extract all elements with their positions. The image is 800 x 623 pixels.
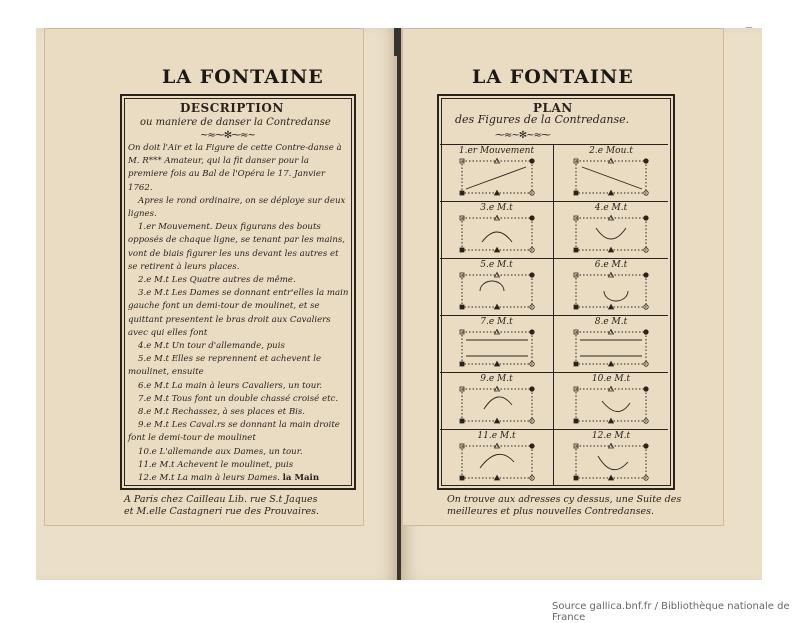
figure-label: 12.e M.t [591, 431, 631, 441]
movement-path [598, 456, 628, 470]
figure-label: 11.e M.t [477, 431, 516, 441]
dancer-marker [574, 419, 578, 423]
figure-cell [554, 144, 668, 201]
figure-cell [554, 258, 668, 315]
dancer-marker [460, 476, 464, 480]
dancer-marker [495, 476, 500, 481]
dancer-marker [609, 362, 614, 367]
dance-floor-outline [576, 332, 646, 364]
movement-path [466, 167, 526, 189]
book-gutter [397, 28, 401, 580]
figure-cell [440, 429, 554, 486]
figure-label: 2.e Mou.t [589, 146, 633, 156]
dancer-marker [460, 248, 464, 252]
description-paragraph: 8.e M.t Rechassez, à ses places et Bis. [138, 407, 306, 418]
figure-cell [554, 429, 668, 486]
dancer-marker [644, 387, 648, 391]
dancer-marker [495, 362, 500, 367]
dancer-marker [495, 191, 500, 196]
imprint-line: A Paris chez Cailleau Lib. rue S.t Jaques [124, 494, 318, 505]
description-paragraph: 5.e M.t Elles se reprennent et achevent le moulinet, ensuite [128, 354, 322, 378]
source-credit: Source gallica.bnf.fr / Bibliothèque nationale de France [552, 601, 790, 623]
dancer-marker [495, 419, 500, 424]
figure-cell [554, 315, 668, 372]
description-text [128, 142, 350, 485]
movement-path [596, 228, 626, 239]
dancer-marker [609, 191, 614, 196]
imprint [124, 494, 364, 518]
dancer-marker [644, 444, 648, 448]
dance-figure-diagram [440, 259, 554, 316]
figure-cell [440, 315, 554, 372]
dance-floor-outline [462, 389, 532, 421]
dance-floor-outline [462, 218, 532, 250]
dancer-marker [609, 248, 614, 253]
dancer-marker [609, 476, 614, 481]
description-paragraph: 12.e M.t La main à leurs Dames. la Main [138, 473, 320, 484]
figure-label: 3.e M.t [480, 203, 513, 213]
figure-label: 1.er Mouvement [458, 146, 535, 156]
description-paragraph: 4.e M.t Un tour d'allemande, puis [138, 341, 285, 352]
dance-figure-diagram [554, 145, 668, 202]
dance-figure-diagram [440, 202, 554, 259]
dancer-marker [574, 362, 578, 366]
dancer-marker [495, 305, 500, 310]
figure-cell [554, 372, 668, 429]
figure-cell [554, 201, 668, 258]
dancer-marker [574, 248, 578, 252]
figure-label: 6.e M.t [594, 260, 628, 270]
dancer-marker [530, 387, 534, 391]
movement-path [582, 167, 642, 189]
dancer-marker [609, 419, 614, 424]
figure-cell [440, 372, 554, 429]
catchword: la Main [282, 473, 320, 484]
dance-floor-outline [576, 218, 646, 250]
dancer-marker [530, 330, 534, 334]
movement-path [602, 401, 630, 412]
dance-floor-outline [462, 446, 532, 478]
figure-cell [440, 201, 554, 258]
imprint-line: et M.elle Castagneri rue des Prouvaires. [124, 506, 320, 517]
description-paragraph: Apres le rond ordinaire, on se déploye sur deux lignes. [128, 195, 346, 220]
right-title: LA FONTAINE [472, 66, 634, 88]
dance-figure-diagram [440, 373, 554, 430]
description-paragraph: 11.e M.t Achevent le moulinet, puis [138, 459, 294, 470]
figure-label: 9.e M.t [480, 374, 513, 384]
description-paragraph: 10.e L'allemande aux Dames, un tour. [138, 446, 303, 457]
dancer-marker [644, 159, 648, 163]
dance-figure-diagram [554, 259, 668, 316]
figure-label: 5.e M.t [480, 260, 513, 270]
dance-floor-outline [576, 446, 646, 478]
plan-subheading: des Figures de la Contredanse. [455, 113, 630, 126]
ornament-divider-icon: ⁓≈~✻~≈⁓ [495, 130, 550, 141]
dance-floor-outline [576, 389, 646, 421]
figure-cell [440, 258, 554, 315]
figure-cell [440, 144, 554, 201]
dance-figure-diagram [554, 373, 668, 430]
dancer-marker [574, 476, 578, 480]
description-paragraph: 9.e M.t Les Caval.rs se donnant la main droite font le demi-tour de moulinet [128, 420, 340, 444]
description-paragraph: On doit l'Air et la Figure de cette Contre-danse à M. R*** Amateur, qui la fit danser pour la premiere fois au Bal de l'Opéra le 17. Janvier 1762. [128, 143, 342, 193]
figure-grid [440, 144, 668, 486]
dance-figure-diagram [554, 202, 668, 259]
publisher-notice [447, 494, 683, 518]
dance-figure-diagram [440, 316, 554, 373]
notice-line: On trouve aux adresses cy dessus, une Suite des [447, 494, 682, 505]
dance-figure-diagram [554, 316, 668, 373]
movement-path [482, 232, 512, 242]
dancer-marker [530, 273, 534, 277]
movement-path [484, 397, 512, 409]
description-paragraph: 6.e M.t La main à leurs Cavaliers, un tour. [138, 380, 323, 391]
dance-floor-outline [576, 161, 646, 193]
dancer-marker [574, 305, 578, 309]
notice-line: meilleures et plus nouvelles Contredanses. [447, 506, 655, 517]
dancer-marker [574, 191, 578, 195]
dance-floor-outline [462, 161, 532, 193]
description-subheading: ou maniere de danser la Contredanse [140, 117, 331, 128]
left-title: LA FONTAINE [162, 66, 324, 88]
description-paragraph: 3.e M.t Les Dames se donnant entr'elles la main gauche font un demi-tour de moulinet, et se quittant presentent le bras droit aux Cavaliers avec qui elles font [128, 288, 349, 338]
description-heading: DESCRIPTION [180, 101, 284, 115]
dancer-marker [460, 305, 464, 309]
dancer-marker [460, 191, 464, 195]
movement-path [480, 281, 504, 291]
dance-floor-outline [576, 275, 646, 307]
figure-label: 4.e M.t [594, 203, 628, 213]
dancer-marker [495, 248, 500, 253]
description-paragraph: 1.er Mouvement. Deux figurans des bouts opposés de chaque ligne, se tenant par les mains, vont de biais figurer les uns devant les autres et se retirent à leurs places. [128, 222, 345, 272]
dancer-marker [530, 216, 534, 220]
dancer-marker [460, 419, 464, 423]
figure-label: 10.e M.t [591, 374, 631, 384]
plan-heading: PLAN [533, 101, 573, 115]
description-paragraph: 2.e M.t Les Quatre autres de même. [138, 275, 296, 286]
dance-figure-diagram [440, 430, 554, 487]
figure-label: 8.e M.t [594, 317, 628, 327]
dancer-marker [644, 273, 648, 277]
dance-floor-outline [462, 332, 532, 364]
dancer-marker [644, 216, 648, 220]
description-paragraph: 7.e M.t Tous font un double chassé croisé etc. [138, 393, 339, 404]
dancer-marker [644, 330, 648, 334]
dancer-marker [609, 305, 614, 310]
movement-path [604, 291, 628, 301]
movement-path [480, 454, 514, 468]
dance-figure-diagram [554, 430, 668, 487]
movement-path [580, 340, 642, 356]
figure-label: 7.e M.t [480, 317, 513, 327]
dance-figure-diagram [440, 145, 554, 202]
dancer-marker [460, 362, 464, 366]
binding-thread [394, 28, 400, 56]
movement-path [466, 340, 528, 356]
dancer-marker [530, 444, 534, 448]
dance-floor-outline [462, 275, 532, 307]
dancer-marker [530, 159, 534, 163]
ornament-divider-icon: ~≈⁓✻⁓≈~ [200, 130, 255, 141]
